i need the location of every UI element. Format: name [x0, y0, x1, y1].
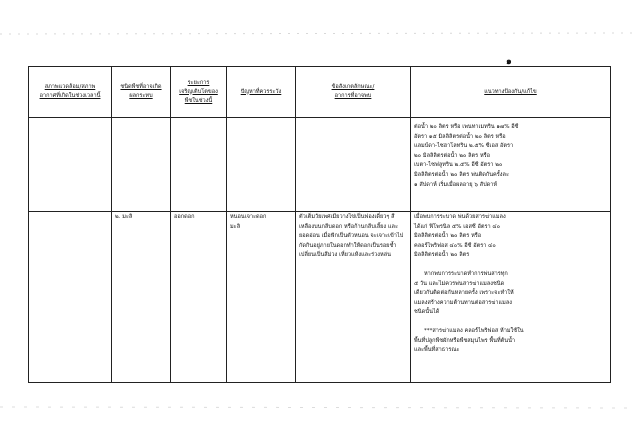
- symptom-line: ยอดอ่อน เมื่อฟักเป็นตัวหนอน จะเจาะเข้าไป: [299, 233, 404, 240]
- cell-growth-stage: [171, 118, 227, 212]
- cell-symptoms: [296, 212, 411, 383]
- symptom-line: เปลี่ยนเป็นสีม่วง เหี่ยวแห้งและร่วงหล่น: [299, 252, 391, 259]
- prevention-line: แลมบ์ดา-ไซฮาโลทริน ๒.๕% ซีเอส อัตรา: [414, 143, 514, 150]
- cell-symptoms: [296, 118, 411, 212]
- table-row: [29, 212, 611, 383]
- symptom-line: กัดกินอยู่ภายในดอกทำให้ดอกเป็นรอยช้ำ: [299, 242, 397, 249]
- header-symptoms: ข้อสังเกตลักษณะ/ อาการที่อาจพบ: [296, 67, 411, 118]
- prevention-line: ชนิดนั้นได้: [414, 309, 440, 316]
- prevention-line: คลอร์ไพริฟอส ๔๐% อีซี อัตรา ๔๐: [414, 242, 496, 249]
- prevention-line: ๑ สัปดาห์ เริ่มเมื่อผลอายุ ๖ สัปดาห์: [414, 181, 498, 188]
- cell-environment: [29, 118, 112, 212]
- prevention-line: หากพบการระบาดทำการพ่นสารทุก: [424, 270, 508, 277]
- prevention-line: อัตรา ๑๕ มิลลิลิตรต่อน้ำ ๒๐ ลิตร หรือ: [414, 133, 506, 140]
- prevention-line: เมื่อพบการระบาด พ่นด้วยสารฆ่าแมลง: [414, 214, 506, 220]
- prevention-line: ๒๐ มิลลิลิตรต่อน้ำ ๒๐ ลิตร หรือ: [414, 152, 490, 159]
- header-problem: ปัญหาที่ควรระวัง: [227, 67, 296, 118]
- warning-line: พื้นที่ปลูกพืชผักหรือพืชสมุนไพร พื้นที่ต้นน้ำ: [414, 337, 516, 344]
- cell-prevention: [411, 118, 611, 212]
- warning-line: และพื้นที่สาธารณะ: [414, 347, 460, 354]
- warning-line: ***สารฆ่าแมลง คลอร์ไพริฟอส ห้ามใช้ใน: [424, 327, 524, 334]
- table-row: [29, 118, 611, 212]
- cell-environment: [29, 212, 112, 383]
- header-growth-stage: ระยะการ เจริญเติบโตของ พืชในช่วงนี้: [171, 67, 227, 118]
- symptom-line: เหลืองบนกลีบดอก หรือก้านกลีบเลี้ยง และ: [299, 223, 398, 230]
- cell-growth-stage: [171, 212, 227, 383]
- header-environment: สภาพแวดล้อม/สภาพ อากาศที่เกิดในช่วงเวลานี้: [29, 67, 112, 118]
- cell-crop: [112, 212, 171, 383]
- page-mark: ๑: [506, 57, 512, 67]
- growth-stage: ออกดอก: [174, 214, 195, 220]
- prevention-line: ได้แก่ ฟิโพรนิล ๕% เอสซี อัตรา ๔๐: [414, 223, 501, 230]
- crop-name: ๒. มะลิ: [115, 214, 133, 220]
- prevention-line: เดียวกันติดต่อกันหลายครั้ง เพราะจะทำให้: [414, 290, 514, 297]
- prevention-line: มิลลิลิตรต่อน้ำ ๒๐ ลิตร หรือ: [414, 233, 482, 240]
- prevention-line: มิลลิลิตรต่อน้ำ ๒๐ ลิตร พ่นติดกันครั้งละ: [414, 171, 509, 178]
- cell-problem: [227, 118, 296, 212]
- prevention-line: ต่อน้ำ ๒๐ ลิตร หรือ เพนทาเมทริน ๑๗% อีซี: [414, 124, 519, 130]
- pest-management-table: [28, 66, 611, 383]
- header-prevention: แนวทางป้องกัน/แก้ไข: [411, 67, 611, 118]
- cell-crop: [112, 118, 171, 212]
- problem-line: มะลิ: [230, 223, 241, 230]
- prevention-line: มิลลิลิตรต่อน้ำ ๒๐ ลิตร: [414, 252, 470, 259]
- cell-problem: [227, 212, 296, 383]
- prevention-line: ๕ วัน และไม่ควรพ่นสารฆ่าแมลงชนิด: [414, 280, 505, 287]
- prevention-line: แมลงสร้างความต้านทานต่อสารฆ่าแมลง: [414, 299, 512, 306]
- cell-prevention: [411, 212, 611, 383]
- problem-line: หนอนเจาะดอก: [230, 214, 267, 220]
- prevention-line: เบตา-ไซฟลูทริน ๒.๕% อีซี อัตรา ๒๐: [414, 162, 503, 169]
- table-header-row: [29, 67, 611, 118]
- symptom-line: ตัวเต็มวัยเพศเมียวางไข่เป็นฟองเดี่ยวๆ สี: [299, 214, 395, 220]
- header-crop: ชนิดพืชที่อาจเกิด ผลกระทบ: [112, 67, 171, 118]
